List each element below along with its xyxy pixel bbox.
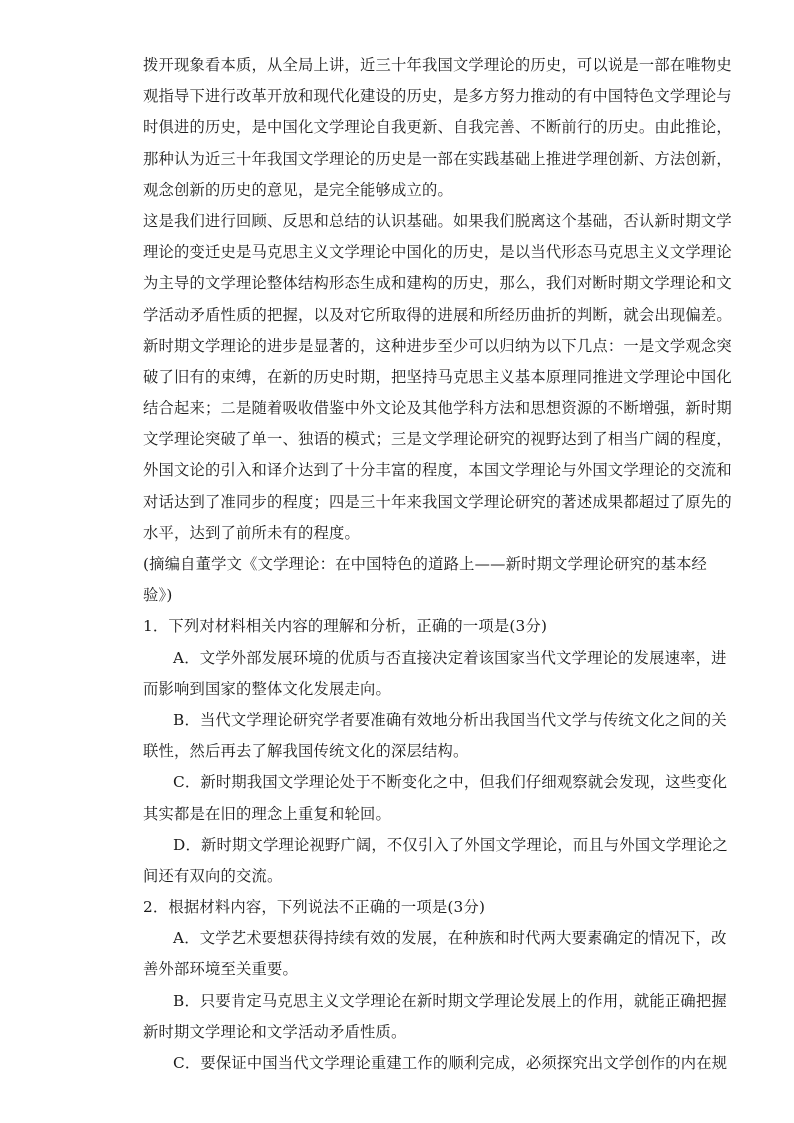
text-line: 结合起来；二是随着吸收借鉴中外文论及其他学科方法和思想资源的不断增强，新时期 bbox=[143, 399, 732, 418]
passage-paragraph bbox=[143, 206, 755, 331]
citation-line: 验》) bbox=[143, 586, 173, 605]
text-line: 水平，达到了前所未有的程度。 bbox=[143, 523, 360, 542]
question-1 bbox=[143, 611, 755, 892]
citation-line: (摘编自董学文《文学理论：在中国特色的道路上——新时期文学理论研究的基本经 bbox=[143, 555, 708, 573]
text-line: 新时期文学理论的进步是显著的，这种进步至少可以归纳为以下几点：一是文学观念突 bbox=[143, 336, 732, 355]
text-line: 对话达到了准同步的程度；四是三十年来我国文学理论研究的著述成果都超过了原先的 bbox=[143, 492, 732, 511]
text-line: 外国文论的引入和译介达到了十分丰富的程度，本国文学理论与外国文学理论的交流和 bbox=[143, 461, 732, 480]
option-line: B．只要肯定马克思主义文学理论在新时期文学理论发展上的作用，就能正确把握 bbox=[173, 991, 727, 1010]
option-a bbox=[143, 643, 755, 705]
option-c bbox=[143, 767, 755, 829]
text-line: 观念创新的历史的意见，是完全能够成立的。 bbox=[143, 180, 453, 199]
option-line: 而影响到国家的整体文化发展走向。 bbox=[143, 679, 391, 698]
text-line: 时俱进的历史，是中国化文学理论自我更新、自我完善、不断前行的历史。由此推论， bbox=[143, 118, 732, 137]
exam-page bbox=[143, 50, 755, 1079]
text-line: 这是我们进行回顾、反思和总结的认识基础。如果我们脱离这个基础，否认新时期文学 bbox=[143, 211, 732, 230]
option-line: 联性，然后再去了解我国传统文化的深层结构。 bbox=[143, 742, 469, 761]
option-line: B．当代文学理论研究学者要准确有效地分析出我国当代文学与传统文化之间的关 bbox=[173, 710, 727, 729]
question-stem: 1．下列对材料相关内容的理解和分析，正确的一项是(3分) bbox=[143, 617, 548, 636]
option-b bbox=[143, 705, 755, 767]
option-a bbox=[143, 923, 755, 985]
option-line: C．新时期我国文学理论处于不断变化之中，但我们仔细观察就会发现，这些变化 bbox=[173, 773, 728, 792]
option-line: 间还有双向的交流。 bbox=[143, 866, 283, 885]
source-citation bbox=[143, 549, 755, 611]
option-line: A．文学外部发展环境的优质与否直接决定着该国家当代文学理论的发展速率，进 bbox=[173, 648, 727, 667]
option-b bbox=[143, 986, 755, 1048]
option-d bbox=[143, 830, 755, 892]
text-line: 观指导下进行改革开放和现代化建设的历史，是多方努力推动的有中国特色文学理论与 bbox=[143, 87, 732, 106]
text-line: 拨开现象看本质，从全局上讲，近三十年我国文学理论的历史，可以说是一部在唯物史 bbox=[143, 56, 732, 74]
option-line: D．新时期文学理论视野广阔，不仅引入了外国文学理论，而且与外国文学理论之 bbox=[173, 835, 728, 854]
passage-paragraph bbox=[143, 331, 755, 549]
option-line: 其实都是在旧的理念上重复和轮回。 bbox=[143, 804, 391, 823]
question-2 bbox=[143, 892, 755, 1079]
text-line: 为主导的文学理论整体结构形态生成和建构的历史，那么，我们对断时期文学理论和文 bbox=[143, 274, 732, 293]
text-line: 文学理论突破了单一、独语的模式；三是文学理论研究的视野达到了相当广阔的程度， bbox=[143, 430, 732, 449]
text-line: 那种认为近三十年我国文学理论的历史是一部在实践基础上推进学理创新、方法创新， bbox=[143, 149, 732, 168]
option-line: A．文学艺术要想获得持续有效的发展，在种族和时代两大要素确定的情况下，改 bbox=[173, 929, 727, 948]
text-line: 破了旧有的束缚，在新的历史时期，把坚持马克思主义基本原理同推进文学理论中国化 bbox=[143, 367, 732, 386]
passage-paragraph bbox=[143, 50, 755, 206]
text-line: 理论的变迁史是马克思主义文学理论中国化的历史，是以当代形态马克思主义文学理论 bbox=[143, 243, 732, 262]
text-line: 学活动矛盾性质的把握，以及对它所取得的进展和所经历曲折的判断，就会出现偏差。 bbox=[143, 305, 732, 324]
option-line: C．要保证中国当代文学理论重建工作的顺利完成，必须探究出文学创作的内在规 bbox=[173, 1054, 728, 1072]
option-line: 新时期文学理论和文学活动矛盾性质。 bbox=[143, 1022, 407, 1041]
option-c bbox=[143, 1048, 755, 1079]
option-line: 善外部环境至关重要。 bbox=[143, 960, 298, 979]
question-stem: 2．根据材料内容，下列说法不正确的一项是(3分) bbox=[143, 898, 486, 917]
